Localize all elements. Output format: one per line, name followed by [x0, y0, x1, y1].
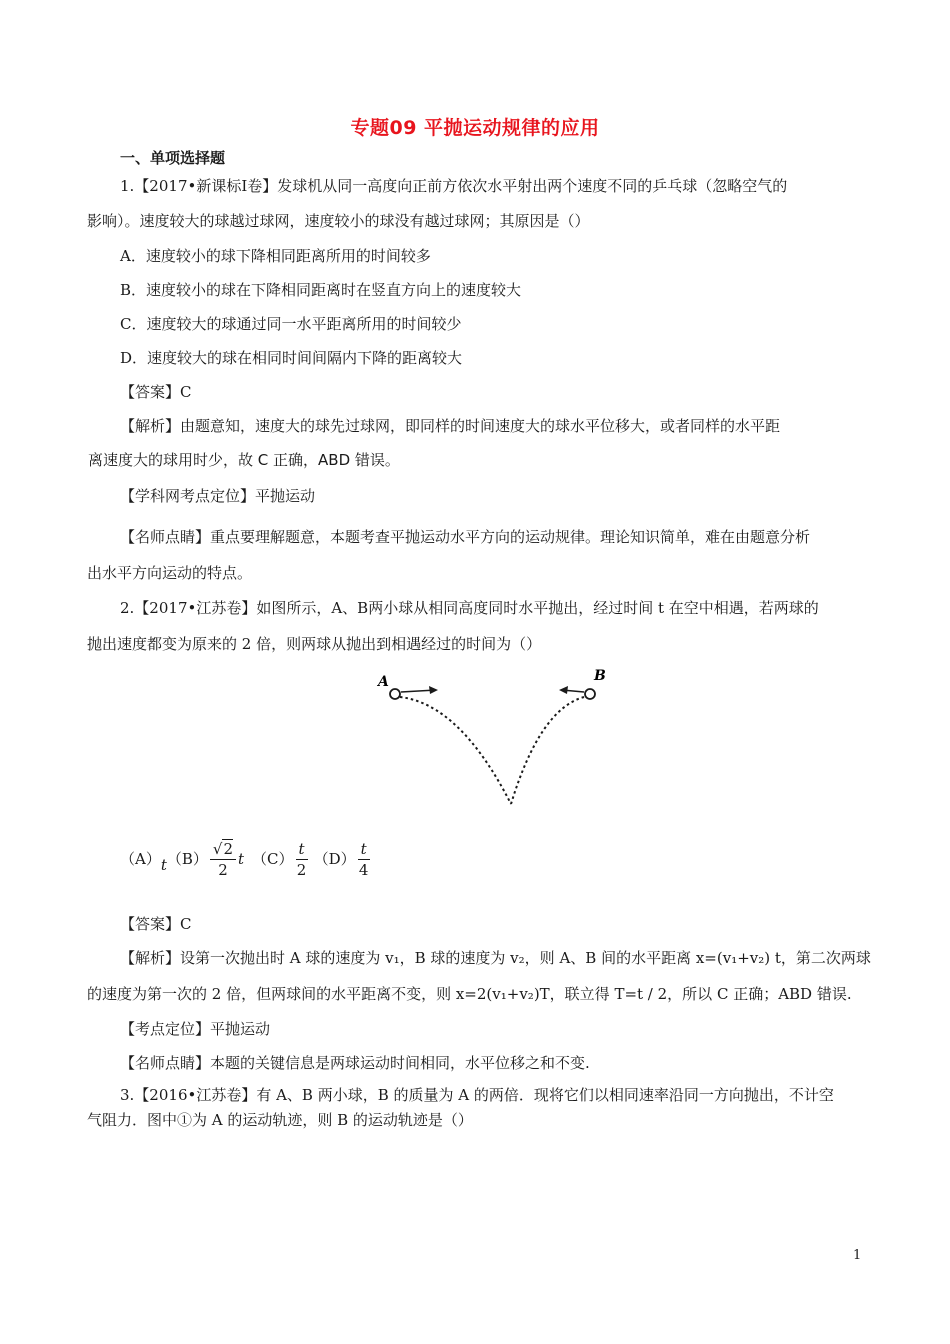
q1-option-c: C．速度较大的球通过同一水平距离所用的时间较少	[120, 315, 462, 333]
q1-dianjing-line2: 出水平方向运动的特点。	[87, 564, 253, 582]
ball-a	[390, 689, 400, 699]
q1-analysis-line1: 【解析】由题意知，速度大的球先过球网，即同样的时间速度大的球水平位移大，或者同样的水平距	[120, 417, 781, 435]
q2-option-b-label: （B）	[166, 850, 208, 868]
q2-answer: 【答案】C	[120, 915, 192, 933]
trajectory-b	[511, 697, 584, 804]
q2-option-b-fraction: $\frac{√2}{2}$	[210, 840, 236, 880]
arrow-b-head	[559, 686, 568, 694]
q2-option-a-value: t	[160, 856, 167, 874]
q1-option-a: A．速度较小的球下降相同距离所用的时间较多	[120, 247, 431, 265]
q2-option-c-fraction: $\frac{t}{2}$	[296, 840, 307, 879]
projectile-diagram	[370, 664, 620, 812]
q3-stem-line1: 3.【2016•江苏卷】有 A、B 两小球，B 的质量为 A 的两倍．现将它们以相同速率沿同一方向抛出，不计空	[120, 1086, 834, 1104]
q2-option-c-label: （C）	[252, 850, 294, 868]
ball-b-label: B	[594, 668, 606, 684]
q1-option-b: B．速度较小的球在下降相同距离时在竖直方向上的速度较大	[120, 281, 522, 299]
q2-stem-line2: 抛出速度都变为原来的 2 倍，则两球从抛出到相遇经过的时间为（）	[87, 635, 542, 653]
ball-a-label: A	[378, 674, 389, 690]
q2-kaodian: 【考点定位】平抛运动	[120, 1020, 271, 1038]
section-heading: 一、单项选择题	[120, 149, 226, 167]
ball-b	[585, 689, 595, 699]
page-title: 专题09 平抛运动规律的应用	[350, 117, 600, 139]
q2-option-a-label: （A）	[120, 850, 161, 868]
q1-option-d: D．速度较大的球在相同时间间隔内下降的距离较大	[120, 349, 463, 367]
q1-stem-line1: 1.【2017•新课标Ⅰ卷】发球机从同一高度向正前方依次水平射出两个速度不同的乒乓球（忽略空气的	[120, 177, 788, 195]
q2-options	[120, 836, 372, 882]
q1-kaodian: 【学科网考点定位】平抛运动	[120, 487, 316, 505]
arrow-a-head	[429, 686, 438, 694]
q2-dianjing: 【名师点睛】本题的关键信息是两球运动时间相同，水平位移之和不变.	[120, 1054, 590, 1072]
trajectory-a	[400, 697, 511, 804]
q2-stem-line1: 2.【2017•江苏卷】如图所示，A、B两小球从相同高度同时水平抛出，经过时间 t 在空中相遇，若两球的	[120, 599, 819, 617]
q2-analysis-line2: 的速度为第一次的 2 倍，但两球间的水平距离不变，则 x=2(v₁+v₂)T，联立得 T=t / 2，所以 C 正确；ABD 错误.	[87, 985, 852, 1003]
q1-stem-line2: 影响）。速度较大的球越过球网，速度较小的球没有越过球网；其原因是（）	[87, 212, 590, 230]
q2-option-b-var: t	[238, 850, 245, 868]
q1-answer: 【答案】C	[120, 383, 192, 401]
q2-option-d-fraction: $\frac{t}{4}$	[358, 840, 369, 879]
page-number: 1	[853, 1248, 862, 1263]
q2-option-d-label: （D）	[313, 850, 356, 868]
q3-stem-line2: 气阻力．图中①为 A 的运动轨迹，则 B 的运动轨迹是（）	[87, 1111, 473, 1129]
q1-analysis-line2: 离速度大的球用时少，故 C 正确，ABD 错误。	[88, 451, 400, 469]
q2-analysis-line1: 【解析】设第一次抛出时 A 球的速度为 v₁，B 球的速度为 v₂，则 A、B 间的水平距离 x=(v₁+v₂) t，第二次两球	[120, 949, 871, 967]
q1-dianjing-line1: 【名师点睛】重点要理解题意，本题考查平抛运动水平方向的运动规律。理论知识简单，难在由题意分析	[120, 528, 811, 546]
